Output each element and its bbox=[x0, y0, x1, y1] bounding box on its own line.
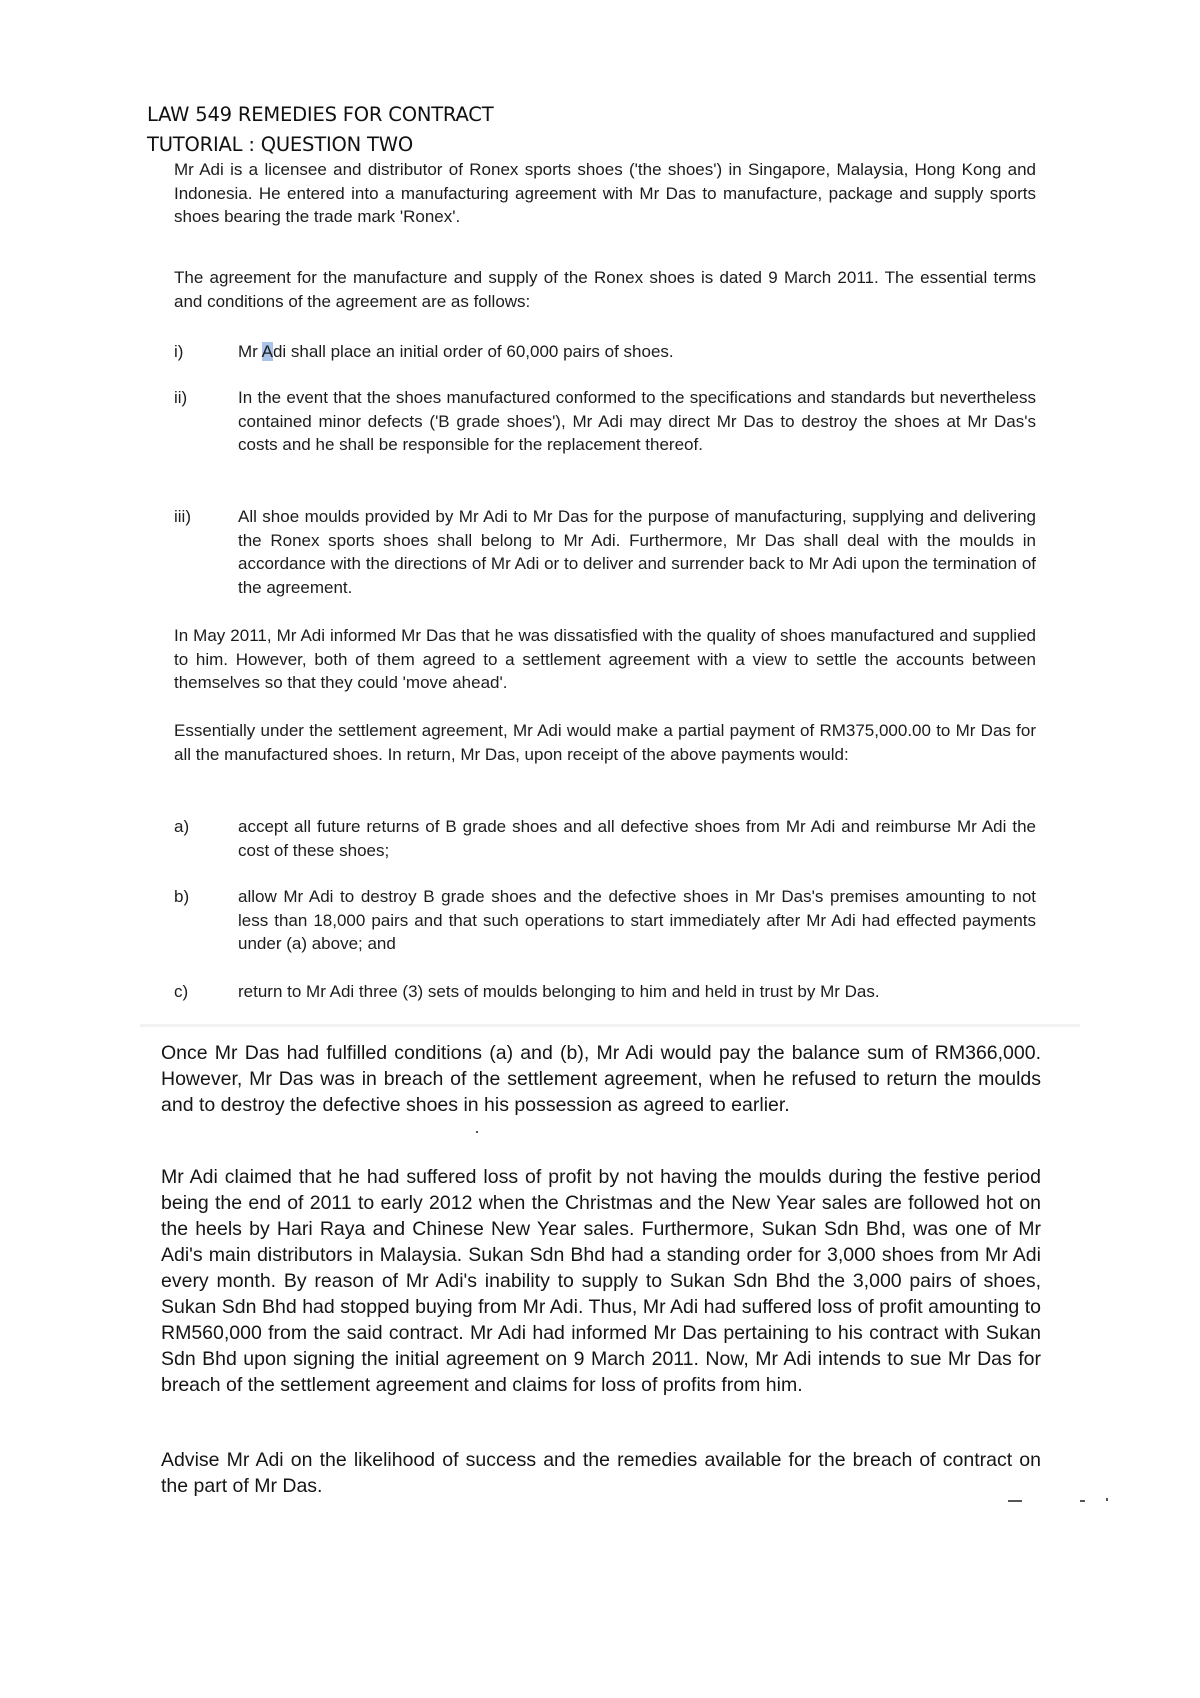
term-marker: ii) bbox=[174, 388, 188, 407]
middle-paragraph-4: Essentially under the settlement agreement, Mr Adi would make a partial payment of RM375,000.00 to Mr Das for all the manufactured shoes. In return, Mr Das, upon receipt of the above payments would: bbox=[174, 721, 1036, 764]
agreement-term-iii bbox=[174, 505, 1036, 599]
settlement-term-c bbox=[174, 980, 1036, 1004]
scan-speck bbox=[1106, 1498, 1108, 1501]
scan-speck bbox=[1008, 1500, 1022, 1502]
scan-edge-divider bbox=[140, 1024, 1080, 1027]
term-marker: i) bbox=[174, 342, 184, 361]
term-text: allow Mr Adi to destroy B grade shoes and the defective shoes in Mr Das's premises amounting to not less than 18,000 pairs and that such operations to start immediately after Mr Adi had effected payments under (a) above; and bbox=[238, 887, 1036, 953]
agreement-term-i bbox=[174, 340, 1036, 364]
agreement-term-ii bbox=[174, 386, 1036, 457]
intro-paragraph-2: The agreement for the manufacture and supply of the Ronex shoes is dated 9 March 2011. The essential terms and conditions of the agreement are as follows: bbox=[174, 268, 1036, 311]
middle-paragraph-3: In May 2011, Mr Adi informed Mr Das that he was dissatisfied with the quality of shoes manufactured and supplied to him. However, both of them agreed to a settlement agreement with a view to settle the accounts between themselves so that they could 'move ahead'. bbox=[174, 626, 1036, 692]
course-title: LAW 549 REMEDIES FOR CONTRACT bbox=[147, 103, 494, 126]
scan-speck bbox=[1080, 1500, 1085, 1502]
term-text: accept all future returns of B grade shoes and all defective shoes from Mr Adi and reimburse Mr Adi the cost of these shoes; bbox=[238, 817, 1036, 860]
term-marker: b) bbox=[174, 887, 190, 906]
settlement-term-b bbox=[174, 885, 1036, 956]
closing-paragraph-6: Mr Adi claimed that he had suffered loss of profit by not having the moulds during the festive period being the end of 2011 to early 2012 when the Christmas and the New Year sales are followed hot on the heels by Hari Raya and Chinese New Year sales. Furthermore, Sukan Sdn Bhd, was one of Mr Adi's main distributors in Malaysia. Sukan Sdn Bhd had a standing order for 3,000 shoes from Mr Adi every month. By reason of Mr Adi's inability to supply to Sukan Sdn Bhd the 3,000 pairs of shoes, Sukan Sdn Bhd had stopped buying from Mr Adi. Thus, Mr Adi had suffered loss of profit amounting to RM560,000 from the said contract. Mr Adi had informed Mr Das pertaining to his contract with Sukan Sdn Bhd upon signing the initial agreement on 9 March 2011. Now, Mr Adi intends to sue Mr Das for breach of the settlement agreement and claims for loss of profits from him. bbox=[161, 1166, 1041, 1396]
closing-paragraph-7: Advise Mr Adi on the likelihood of success and the remedies available for the breach of contract on the part of Mr Das. bbox=[161, 1449, 1041, 1497]
intro-paragraph-1: Mr Adi is a licensee and distributor of Ronex sports shoes ('the shoes') in Singapore, Malaysia, Hong Kong and Indonesia. He entered into a manufacturing agreement with Mr Das to manufacture, package and supply sports shoes bearing the trade mark 'Ronex'. bbox=[174, 160, 1036, 226]
term-marker: iii) bbox=[174, 507, 191, 526]
closing-paragraph-5: Once Mr Das had fulfilled conditions (a) and (b), Mr Adi would pay the balance sum of RM366,000. However, Mr Das was in breach of the settlement agreement, when he refused to return the moulds and to destroy the defective shoes in his possession as agreed to earlier. bbox=[161, 1042, 1041, 1116]
settlement-term-a bbox=[174, 815, 1036, 862]
term-text: return to Mr Adi three (3) sets of moulds belonging to him and held in trust by Mr Das. bbox=[238, 982, 880, 1001]
highlighted-letter: A bbox=[261, 342, 273, 361]
term-marker: a) bbox=[174, 817, 190, 836]
term-marker: c) bbox=[174, 982, 189, 1001]
term-text: Mr Adi shall place an initial order of 60,000 pairs of shoes. bbox=[238, 342, 674, 361]
term-text: All shoe moulds provided by Mr Adi to Mr Das for the purpose of manufacturing, supplying and delivering the Ronex sports shoes shall belong to Mr Adi. Furthermore, Mr Das shall deal with the moulds in accordance with the directions of Mr Adi or to deliver and surrender back to Mr Adi upon the termination of the agreement. bbox=[238, 507, 1036, 597]
scan-speck bbox=[476, 1131, 478, 1133]
tutorial-title: TUTORIAL : QUESTION TWO bbox=[147, 133, 413, 156]
term-text: In the event that the shoes manufactured conformed to the specifications and standards but nevertheless contained minor defects ('B grade shoes'), Mr Adi may direct Mr Das to destroy the shoes at Mr Das's costs and he shall be responsible for the replacement thereof. bbox=[238, 388, 1036, 454]
